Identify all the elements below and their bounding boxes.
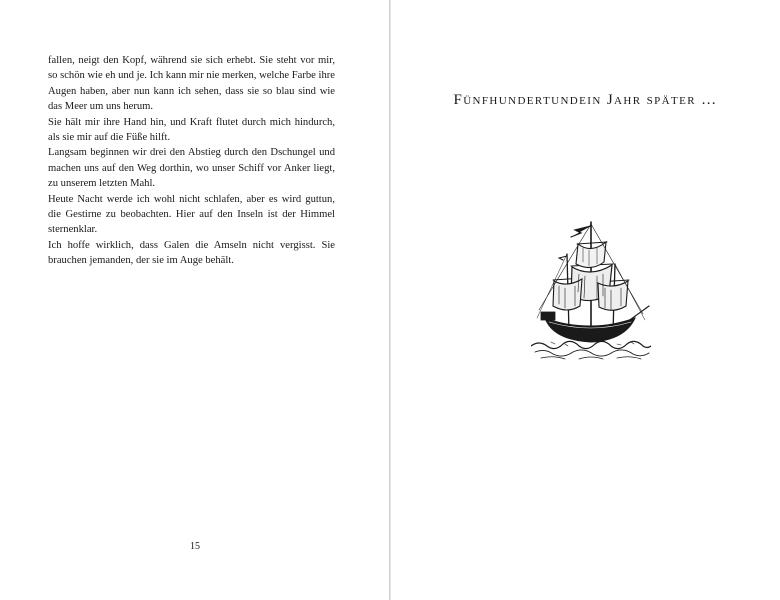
body-text (48, 53, 335, 269)
chapter-title: Fünfhundertundein Jahr später … (453, 92, 718, 108)
paragraph-2: Sie hält mir ihre Hand hin, und Kraft flutet durch mich hindurch, als sie mir auf die Füße hilft. (48, 116, 335, 144)
page-number: 15 (190, 541, 200, 552)
paragraph-3: Langsam beginnen wir drei den Abstieg durch den Dschungel und machen uns auf den Weg dorthin, wo unser Schiff vor Anker liegt, zu unserem letzten Mahl. (48, 147, 335, 190)
left-page (0, 0, 389, 600)
right-page (391, 0, 780, 600)
sailing-ship-illustration (531, 214, 651, 364)
paragraph-4: Heute Nacht werde ich wohl nicht schlafen, aber es wird guttun, die Gestirne zu beobachten. Hier auf den Inseln ist der Himmel sternenklar. (48, 193, 335, 236)
paragraph-1: fallen, neigt den Kopf, während sie sich erhebt. Sie steht vor mir, so schön wie eh und je. Ich kann mir nie merken, welche Farbe ihre Augen haben, aber nun kann ich sehen, dass sie so blau sind wie das Meer um uns herum. (48, 55, 335, 113)
paragraph-5: Ich hoffe wirklich, dass Galen die Amseln nicht vergisst. Sie brauchen jemanden, der sie im Auge behält. (48, 239, 335, 267)
